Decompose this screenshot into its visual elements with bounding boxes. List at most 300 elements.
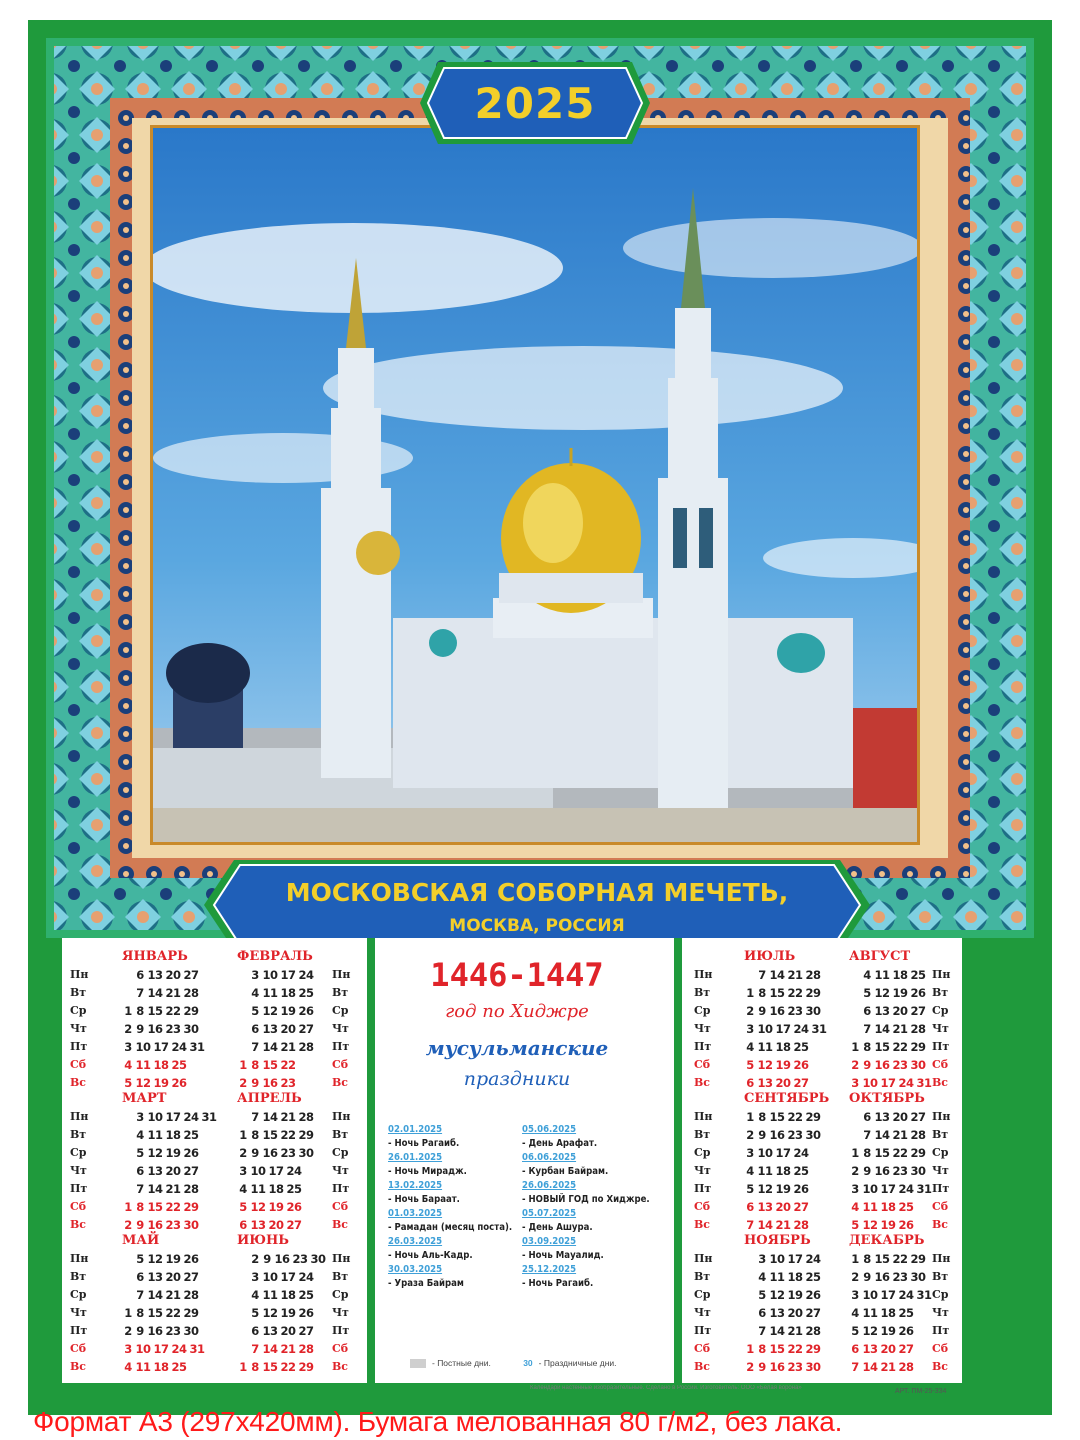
day-cell: 26 [793,1058,809,1072]
weekday-label: Сб [932,1058,949,1071]
day-cell: 14 [262,1110,278,1124]
day-cell: 19 [787,1288,803,1302]
holiday-date: 25.12.2025 [522,1264,577,1275]
day-cell: 19 [775,1058,791,1072]
day-cell: 20 [165,1164,181,1178]
day-cell: 21 [787,968,803,982]
day-cell: 4 [124,1360,132,1374]
weekday-label: Вт [932,986,949,999]
day-cell: 10 [135,1342,151,1356]
day-cell: 15 [262,1360,278,1374]
day-cell: 27 [793,1200,809,1214]
day-cell: 24 [793,1146,809,1160]
weekday-label: Ср [70,1146,87,1159]
day-cell: 8 [758,986,766,1000]
weekday-label: Вс [694,1360,710,1373]
day-cell: 16 [262,1076,278,1090]
day-cell: 17 [280,1270,296,1284]
day-cell: 2 [239,1076,247,1090]
day-cell: 2 [746,1360,754,1374]
day-cell: 18 [880,1306,896,1320]
day-cell: 4 [251,986,259,1000]
week-row [237,1002,357,1020]
day-cell: 4 [251,1288,259,1302]
day-cell: 8 [758,1342,766,1356]
day-cell: 3 [851,1288,859,1302]
day-cell: 26 [898,1324,914,1338]
day-cell: 21 [892,1022,908,1036]
day-cell: 2 [124,1324,132,1338]
day-cell: 9 [863,1164,871,1178]
month-name: ОКТЯБРЬ [849,1091,925,1106]
day-cell: 27 [805,1306,821,1320]
day-cell: 14 [147,986,163,1000]
day-cell: 3 [251,968,259,982]
weekday-label: Чт [694,1022,711,1035]
weekday-label: Ср [932,1004,949,1017]
day-cell: 21 [165,1288,181,1302]
day-cell: 13 [757,1200,773,1214]
day-cell: 19 [280,1004,296,1018]
weekday-label: Пн [932,968,951,981]
day-cell: 25 [898,1306,914,1320]
day-cell: 7 [136,986,144,1000]
holiday-date: 01.03.2025 [388,1208,443,1219]
day-cell: 13 [147,1164,163,1178]
weekday-label: Пт [332,1182,350,1195]
day-cell: 8 [251,1128,259,1142]
weekday-label: Вт [332,1270,349,1283]
weekday-label: Вт [694,1270,711,1283]
week-row [122,1180,242,1198]
day-cell: 29 [298,1128,314,1142]
month-july [744,948,864,1092]
week-row [237,1038,357,1056]
month-name: МАЙ [122,1233,160,1248]
day-cell: 28 [910,1128,926,1142]
weekday-label: Сб [932,1342,949,1355]
weekday-label: Сб [70,1058,87,1071]
weekday-label: Сб [932,1200,949,1213]
weekday-label: Пт [694,1182,712,1195]
day-cell: 11 [147,1128,163,1142]
holiday-name: - Ночь Аль-Кадр. [388,1250,473,1261]
week-row [849,1250,969,1268]
day-cell: 5 [851,1324,859,1338]
day-cell: 19 [892,986,908,1000]
day-cell: 4 [746,1164,754,1178]
day-cell: 5 [251,1004,259,1018]
day-cell: 11 [757,1164,773,1178]
day-cell: 3 [251,1270,259,1284]
day-cell: 1 [239,1128,247,1142]
holiday-name: - Ночь Рагаиб. [522,1278,594,1289]
day-cell: 8 [136,1004,144,1018]
day-cell: 15 [262,1058,278,1072]
month-name: ИЮЛЬ [744,949,796,964]
day-cell: 27 [286,1218,302,1232]
weekday-label: Пн [694,968,713,981]
day-cell: 11 [250,1182,266,1196]
day-cell: 2 [851,1164,859,1178]
holiday-name: - Курбан Байрам. [522,1166,609,1177]
day-cell: 14 [147,1288,163,1302]
week-row [744,1322,864,1340]
day-cell: 17 [153,1342,169,1356]
day-cell: 20 [775,1200,791,1214]
day-cell: 4 [851,1306,859,1320]
day-cell: 9 [758,1004,766,1018]
day-cell: 19 [153,1076,169,1090]
day-cell: 20 [892,1110,908,1124]
week-row [849,1322,969,1340]
month-name: НОЯБРЬ [744,1233,811,1248]
day-cell: 16 [874,1058,890,1072]
day-cell: 21 [165,1182,181,1196]
day-cell: 26 [898,1218,914,1232]
mosque-photo [150,125,920,845]
day-cell: 25 [898,1200,914,1214]
weekday-label: Пн [70,1110,89,1123]
week-row [744,1268,864,1286]
day-cell: 5 [251,1306,259,1320]
day-cell: 12 [874,986,890,1000]
day-cell: 26 [286,1200,302,1214]
month-name: ДЕКАБРЬ [849,1233,925,1248]
weekday-label: Пт [932,1040,950,1053]
day-cell: 11 [862,1306,878,1320]
week-row [237,1322,357,1340]
week-row [237,1020,357,1038]
day-cell: 10 [862,1182,878,1196]
day-cell: 6 [136,1270,144,1284]
week-row [744,984,864,1002]
week-row [849,1286,969,1304]
day-cell: 27 [298,1022,314,1036]
day-cell: 3 [851,1182,859,1196]
week-row [237,984,357,1002]
day-cell: 14 [874,1022,890,1036]
day-cell: 1 [851,1146,859,1160]
day-cell: 16 [147,1218,163,1232]
week-row [237,1126,357,1144]
weekday-label: Вс [70,1360,86,1373]
day-cell: 25 [183,1128,199,1142]
day-cell: 22 [787,986,803,1000]
weekday-label: Чт [70,1022,87,1035]
day-cell: 22 [165,1306,181,1320]
weekday-label: Ср [332,1146,349,1159]
day-cell: 28 [805,968,821,982]
week-row [849,1038,969,1056]
day-cell: 30 [183,1324,199,1338]
day-cell: 15 [262,1128,278,1142]
day-cell: 22 [892,1146,908,1160]
week-row [849,1056,969,1074]
day-cell: 24 [898,1288,914,1302]
day-cell: 6 [251,1022,259,1036]
day-cell: 28 [183,1182,199,1196]
day-cell: 15 [769,986,785,1000]
holiday-date: 26.06.2025 [522,1180,577,1191]
day-cell: 1 [124,1200,132,1214]
weekday-label: Пт [932,1324,950,1337]
day-cell: 26 [805,1288,821,1302]
day-cell: 2 [746,1004,754,1018]
day-cell: 5 [136,1252,144,1266]
day-cell: 30 [310,1252,326,1266]
week-row [237,1286,357,1304]
week-row [744,1198,864,1216]
day-cell: 6 [251,1324,259,1338]
month-name: ИЮНЬ [237,1233,290,1248]
weekday-label: Вт [70,1128,87,1141]
day-cell: 25 [286,1182,302,1196]
fineprint: Календари настенные изобразительные. Сделано в России. Изготовитель: ООО «Белая ворона» [530,1385,802,1391]
day-cell: 29 [183,1306,199,1320]
day-cell: 5 [124,1076,132,1090]
weekday-label: Пт [694,1324,712,1337]
day-cell: 14 [757,1218,773,1232]
day-cell: 7 [863,1128,871,1142]
week-row [744,1286,864,1304]
weekday-label: Пт [332,1040,350,1053]
weekday-label: Вс [332,1360,348,1373]
day-cell: 20 [892,1004,908,1018]
day-cell: 15 [874,1252,890,1266]
day-cell: 22 [280,1360,296,1374]
week-row [849,1162,969,1180]
day-cell: 28 [898,1360,914,1374]
weekday-labels-right-2 [694,1108,724,1234]
day-cell: 30 [910,1164,926,1178]
day-cell: 2 [239,1146,247,1160]
holiday-list-left [388,1123,523,1291]
day-cell: 28 [793,1218,809,1232]
day-cell: 21 [880,1360,896,1374]
divider-left [367,938,375,1383]
month-april [237,1090,357,1234]
day-cell: 18 [280,986,296,1000]
day-cell: 17 [775,1022,791,1036]
day-cell: 27 [793,1076,809,1090]
holiday-name: - НОВЫЙ ГОД по Хиджре. [522,1194,650,1205]
holiday-date: 05.07.2025 [522,1208,577,1219]
day-cell: 24 [898,1182,914,1196]
day-cell: 14 [147,1182,163,1196]
weekday-labels-left-1 [70,966,100,1092]
month-name: ЯНВАРЬ [122,949,188,964]
day-cell: 13 [262,1022,278,1036]
day-cell: 1 [124,1306,132,1320]
month-name: МАРТ [122,1091,167,1106]
day-cell: 20 [775,1076,791,1090]
week-row [122,1108,242,1126]
day-cell: 30 [910,1058,926,1072]
holiday-date: 30.03.2025 [388,1264,443,1275]
weekday-label: Чт [932,1022,949,1035]
day-cell: 16 [874,1270,890,1284]
day-cell: 16 [769,1128,785,1142]
day-cell: 24 [298,968,314,982]
day-cell: 5 [136,1146,144,1160]
weekday-label: Сб [332,1342,349,1355]
weekday-label: Ср [332,1004,349,1017]
day-cell: 22 [280,1128,296,1142]
day-cell: 15 [147,1004,163,1018]
day-cell: 5 [746,1182,754,1196]
day-cell: 12 [250,1200,266,1214]
day-cell: 9 [136,1022,144,1036]
day-cell: 28 [183,986,199,1000]
day-cell: 7 [251,1040,259,1054]
year-label: 2025 [474,78,596,128]
day-cell: 6 [863,1110,871,1124]
weekday-label: Вс [332,1218,348,1231]
weekday-label: Чт [70,1306,87,1319]
week-row [237,1180,357,1198]
week-row [122,966,242,984]
day-cell: 22 [787,1110,803,1124]
week-row [744,1340,864,1358]
week-row [237,1108,357,1126]
holiday-name: - Ураза Байрам [388,1278,464,1289]
weekday-label: Пн [932,1110,951,1123]
day-cell: 7 [851,1360,859,1374]
weekday-label: Ср [70,1288,87,1301]
week-row [122,1002,242,1020]
day-cell: 17 [880,1076,896,1090]
day-cell: 9 [251,1076,259,1090]
weekday-label: Ср [332,1288,349,1301]
weekday-label: Чт [932,1164,949,1177]
day-cell: 15 [147,1200,163,1214]
day-cell: 17 [775,1146,791,1160]
day-cell: 10 [262,1270,278,1284]
week-row [122,984,242,1002]
week-row [849,1108,969,1126]
day-cell: 4 [758,1270,766,1284]
day-cell: 26 [183,1146,199,1160]
day-cell: 17 [165,1110,181,1124]
day-cell: 5 [851,1218,859,1232]
month-name: ФЕВРАЛЬ [237,949,313,964]
day-cell: 10 [262,968,278,982]
weekday-label: Ср [932,1288,949,1301]
day-cell: 12 [147,1252,163,1266]
day-cell: 30 [805,1128,821,1142]
day-cell: 31 [189,1342,205,1356]
day-cell: 3 [124,1342,132,1356]
day-cell: 29 [805,1342,821,1356]
weekday-label: Пт [70,1324,88,1337]
weekday-label: Пн [332,968,351,981]
day-cell: 8 [863,1040,871,1054]
week-row [849,1268,969,1286]
day-cell: 27 [183,1164,199,1178]
day-cell: 26 [183,1252,199,1266]
weekday-labels-right-3 [694,1250,724,1376]
week-row [122,1304,242,1322]
day-cell: 10 [147,1110,163,1124]
day-cell: 26 [171,1076,187,1090]
week-row [122,1144,242,1162]
day-cell: 8 [758,1110,766,1124]
day-cell: 3 [124,1040,132,1054]
day-cell: 3 [239,1164,247,1178]
day-cell: 1 [239,1360,247,1374]
day-cell: 17 [153,1040,169,1054]
day-cell: 9 [263,1252,271,1266]
weekday-label: Вс [932,1360,948,1373]
day-cell: 30 [298,1146,314,1160]
week-row [237,1198,357,1216]
day-cell: 31 [916,1182,932,1196]
day-cell: 10 [135,1040,151,1054]
day-cell: 30 [183,1218,199,1232]
day-cell: 17 [880,1288,896,1302]
day-cell: 2 [251,1252,259,1266]
day-cell: 19 [775,1182,791,1196]
day-cell: 13 [874,1110,890,1124]
day-cell: 5 [758,1288,766,1302]
day-cell: 20 [165,968,181,982]
weekday-label: Вс [70,1218,86,1231]
week-row [849,1020,969,1038]
day-cell: 18 [880,1200,896,1214]
week-row [122,1056,242,1074]
day-cell: 20 [787,1306,803,1320]
month-december [849,1232,969,1376]
day-cell: 27 [183,968,199,982]
month-march [122,1090,242,1234]
month-may [122,1232,242,1376]
day-cell: 24 [298,1270,314,1284]
day-cell: 3 [136,1110,144,1124]
day-cell: 27 [910,1004,926,1018]
holiday-name: - Рамадан (месяц поста). [388,1222,513,1233]
day-cell: 15 [874,1040,890,1054]
day-cell: 26 [298,1004,314,1018]
day-cell: 24 [805,1252,821,1266]
divider-right [674,938,682,1383]
week-row [744,1304,864,1322]
weekday-label: Ср [694,1004,711,1017]
week-row [849,984,969,1002]
day-cell: 16 [262,1146,278,1160]
weekday-label: Сб [694,1058,711,1071]
day-cell: 29 [183,1200,199,1214]
day-cell: 16 [274,1252,290,1266]
day-cell: 1 [239,1058,247,1072]
day-cell: 12 [757,1058,773,1072]
weekday-label: Вт [932,1128,949,1141]
format-caption: Формат А3 (297х420мм). Бумага мелованная 80 г/м2, без лака. [33,1406,843,1437]
day-cell: 2 [851,1270,859,1284]
day-cell: 23 [787,1128,803,1142]
day-cell: 7 [136,1288,144,1302]
month-june [237,1232,357,1376]
week-row [237,1144,357,1162]
day-cell: 7 [758,968,766,982]
day-cell: 27 [298,1324,314,1338]
day-cell: 29 [298,1360,314,1374]
weekday-label: Сб [332,1058,349,1071]
day-cell: 28 [910,1022,926,1036]
title-banner [204,860,870,950]
day-cell: 23 [787,1004,803,1018]
week-row [744,1038,864,1056]
